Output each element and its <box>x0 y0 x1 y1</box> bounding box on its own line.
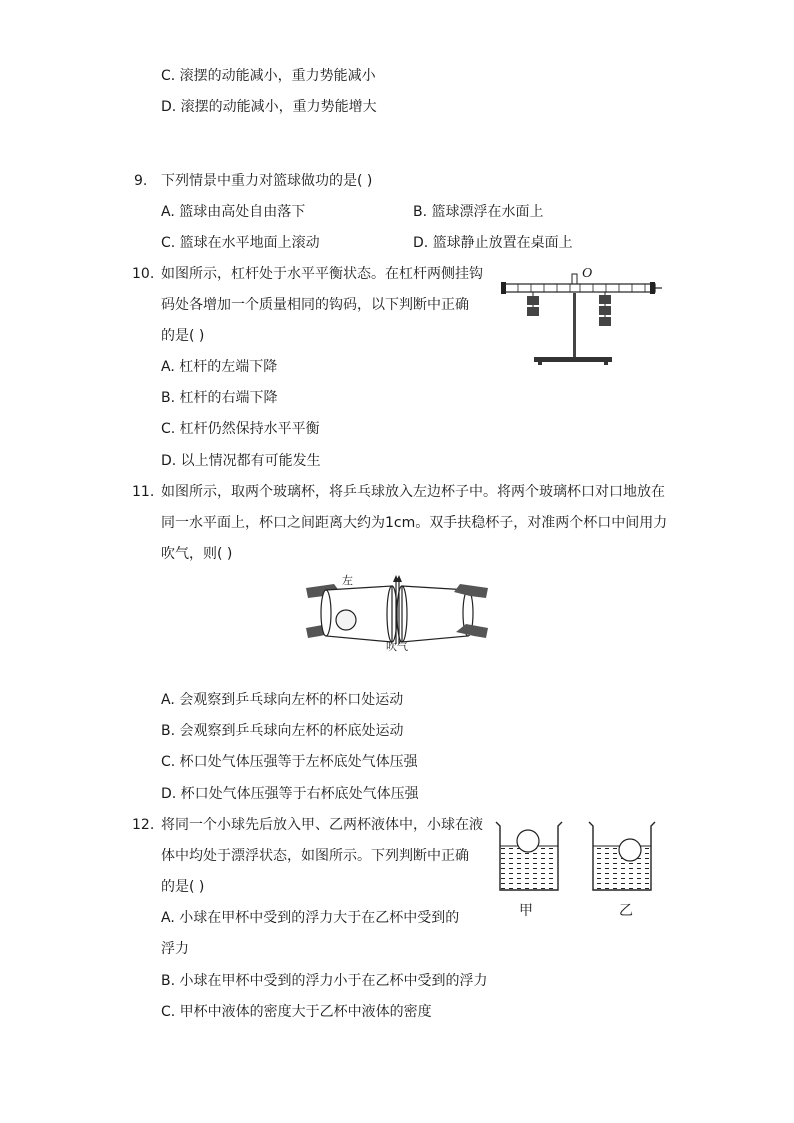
beaker-yi-label: 乙 <box>619 903 633 919</box>
q9-option-a: A. 篮球由高处自由落下 <box>161 204 306 220</box>
q10-stem-line-3: 的是( ) <box>161 328 205 344</box>
lever-figure <box>500 266 665 370</box>
q12-option-b: B. 小球在甲杯中受到的浮力小于在乙杯中受到的浮力 <box>161 973 488 989</box>
q11-stem-line-3: 吹气，则( ) <box>161 546 233 562</box>
pivot-label: O <box>582 266 593 281</box>
q10-stem-line-1: 如图所示，杠杆处于水平平衡状态。在杠杆两侧挂钩 <box>161 266 483 282</box>
q9-stem: 下列情景中重力对篮球做功的是( ) <box>161 173 373 189</box>
q11-stem-line-1: 如图所示，取两个玻璃杯，将乒乓球放入左边杯子中。将两个玻璃杯口对口地放在 <box>161 484 665 500</box>
cups-figure <box>304 574 490 654</box>
blow-label: 吹气 <box>386 640 408 653</box>
q12-option-a-line-1: A. 小球在甲杯中受到的浮力大于在乙杯中受到的 <box>161 910 460 926</box>
q10-option-c: C. 杠杆仍然保持水平平衡 <box>161 421 320 437</box>
left-cup-label: 左 <box>342 574 353 587</box>
q11-number: 11. <box>132 484 155 500</box>
q9-option-b: B. 篮球漂浮在水面上 <box>413 204 544 220</box>
q11-option-b: B. 会观察到乒乓球向左杯的杯底处运动 <box>161 723 404 739</box>
q9-option-d: D. 篮球静止放置在桌面上 <box>413 235 573 251</box>
q12-stem-line-2: 体中均处于漂浮状态，如图所示。下列判断中正确 <box>161 848 469 864</box>
q11-stem-line-2: 同一水平面上，杯口之间距离大约为1cm。双手扶稳杯子，对准两个杯口中间用力 <box>161 515 668 531</box>
q9-option-c: C. 篮球在水平地面上滚动 <box>161 235 320 251</box>
q8-option-c: C. 滚摆的动能减小，重力势能减小 <box>161 68 376 84</box>
q10-option-b: B. 杠杆的右端下降 <box>161 390 278 406</box>
q12-option-a-line-2: 浮力 <box>161 941 189 957</box>
q11-option-a: A. 会观察到乒乓球向左杯的杯口处运动 <box>161 692 404 708</box>
q10-number: 10. <box>132 266 155 282</box>
q10-stem-line-2: 码处各增加一个质量相同的钩码，以下判断中正确 <box>161 297 469 313</box>
q10-option-a: A. 杠杆的左端下降 <box>161 359 278 375</box>
q10-option-d: D. 以上情况都有可能发生 <box>161 453 321 469</box>
q12-number: 12. <box>132 817 155 833</box>
q12-stem-line-1: 将同一个小球先后放入甲、乙两杯液体中，小球在液 <box>161 817 483 833</box>
beaker-jia-label: 甲 <box>519 903 533 919</box>
q9-number: 9. <box>134 173 148 189</box>
q11-option-c: C. 杯口处气体压强等于左杯底处气体压强 <box>161 754 418 770</box>
q11-option-d: D. 杯口处气体压强等于右杯底处气体压强 <box>161 786 419 802</box>
q12-stem-line-3: 的是( ) <box>161 879 205 895</box>
q12-option-c: C. 甲杯中液体的密度大于乙杯中液体的密度 <box>161 1004 432 1020</box>
beakers-figure <box>492 816 662 920</box>
q8-option-d: D. 滚摆的动能减小，重力势能增大 <box>161 99 377 115</box>
